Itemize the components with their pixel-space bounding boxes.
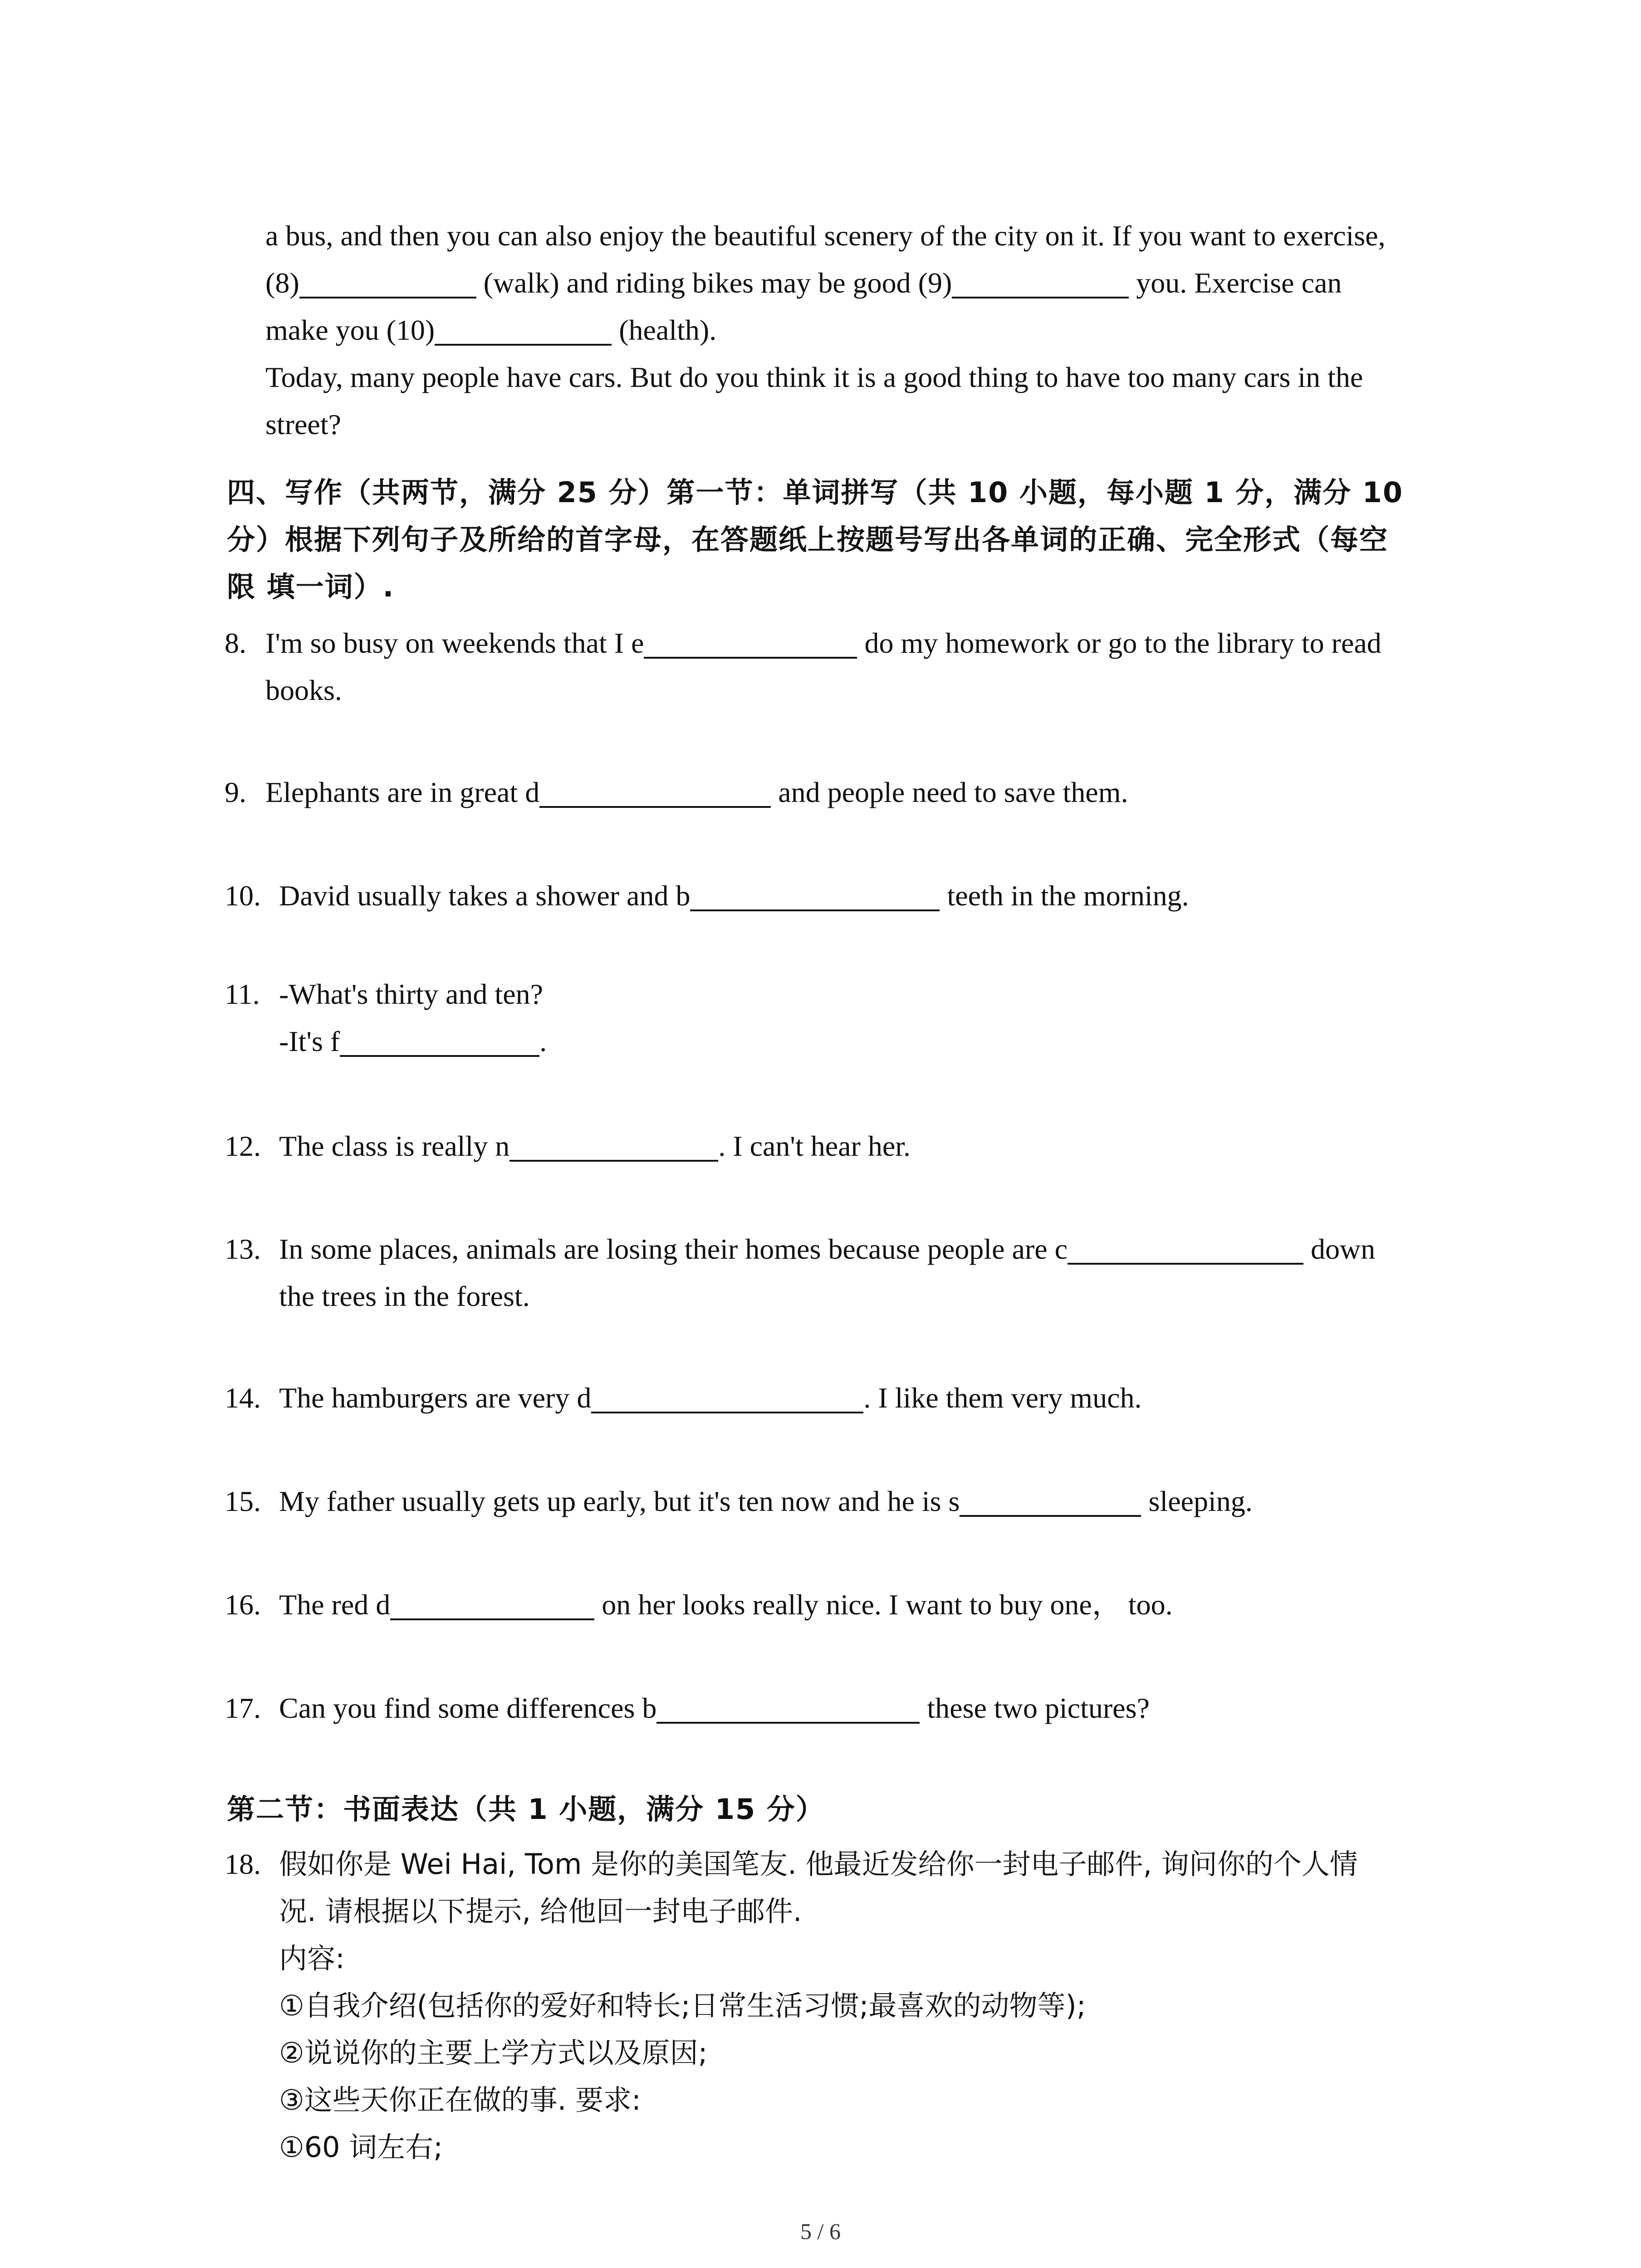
section-heading: 第二节：书面表达（共 1 小题，满分 15 分） <box>227 1793 825 1826</box>
passage-line: street? <box>265 408 341 440</box>
section-heading: 四、写作（共两节，满分 25 分）第一节：单词拼写（共 10 小题，每小题 1 分，满分 10 分）根据下列句子及所给的首字母，在答题纸上按题号写出各单词的正确、完全形式（每空 限 填一词）. <box>227 476 1404 603</box>
question-number: 8. <box>225 627 246 659</box>
answer-blank[interactable] <box>591 1381 863 1413</box>
answer-blank[interactable] <box>539 776 771 808</box>
answer-blank-10[interactable] <box>435 313 612 346</box>
document-page: a bus, and then you can also enjoy the beautiful scenery of the city on it. If you want to exercise, (8) (walk) and riding bikes may be good (9) you. Exercise can make you (10) (health). Today, many people have cars. But do you think it is a good thing to have too many cars in the street? 四、写作（共两节，满分 25 分）第一节：单词拼写（共 10 小题，每小题 1 分，满分 10 分）根据下列句子及所给的首字母，在答题纸上按题号写出各单词的正确、完全形式（每空 限 填一词）. 8. I'm so busy on weekends that I e do my homework or go to the library to read books. 9. Elephants are in great d and people need to save them. 10. David usually takes a shower and b teeth in the morning. 11. -What's thirty and ten? -It's f . 12. The class is really n . I can't hear her. 13. In some places, animals are losing their homes because people are c down the trees in the forest. 14. The hamburgers are very d . I like them very much. 15. My father usually gets up early, but it's ten now and he is s sleeping. 16. The red d on her looks really nice. I want to buy one， too. 17. Can you find some differences b these two pictures? 第二节：书面表达（共 1 小题，满分 15 分） 18. 假如你是 Wei Hai, Tom 是你的美国笔友. 他最近发给你一封电子邮件, 询问你的个人情 况. 请根据以下提示, 给他回一封电子邮件. 内容: ①自我介绍(包括你的爱好和特长;日常生活习惯;最喜欢的动物等); ②说说你的主要上学方式以及原因; ③这些天你正在做的事. 要求: ①60 词左右; 5 / 6 <box>0 0 1641 2268</box>
answer-blank-8[interactable] <box>299 266 476 298</box>
question-number: 12. <box>225 1130 261 1162</box>
answer-blank[interactable] <box>1068 1232 1303 1265</box>
passage-line: a bus, and then you can also enjoy the beautiful scenery of the city on it. If you want to exercise, <box>265 220 1386 252</box>
question-number: 15. <box>225 1485 261 1517</box>
question-number: 11. <box>225 978 260 1010</box>
question-number: 14. <box>225 1382 261 1414</box>
passage <box>265 212 1472 448</box>
question-number: 17. <box>225 1692 261 1724</box>
question-number: 9. <box>225 776 246 808</box>
answer-blank[interactable] <box>656 1691 920 1724</box>
passage-line: make you (10) (health). <box>265 314 717 346</box>
page-number: 5 / 6 <box>800 2219 841 2244</box>
answer-blank[interactable] <box>390 1588 594 1620</box>
answer-blank[interactable] <box>340 1025 539 1057</box>
answer-blank[interactable] <box>644 626 857 659</box>
answer-blank[interactable] <box>690 879 940 911</box>
answer-blank[interactable] <box>960 1485 1141 1517</box>
answer-blank-9[interactable] <box>952 266 1129 298</box>
answer-blank[interactable] <box>509 1129 718 1162</box>
question-number: 13. <box>225 1233 261 1265</box>
question-number: 10. <box>225 880 261 912</box>
question-number: 18. <box>225 1848 261 1880</box>
question-number: 16. <box>225 1589 261 1621</box>
passage-line: Today, many people have cars. But do you think it is a good thing to have too many cars in the <box>265 361 1363 393</box>
passage-line: (8) (walk) and riding bikes may be good (9) you. Exercise can <box>265 267 1342 299</box>
